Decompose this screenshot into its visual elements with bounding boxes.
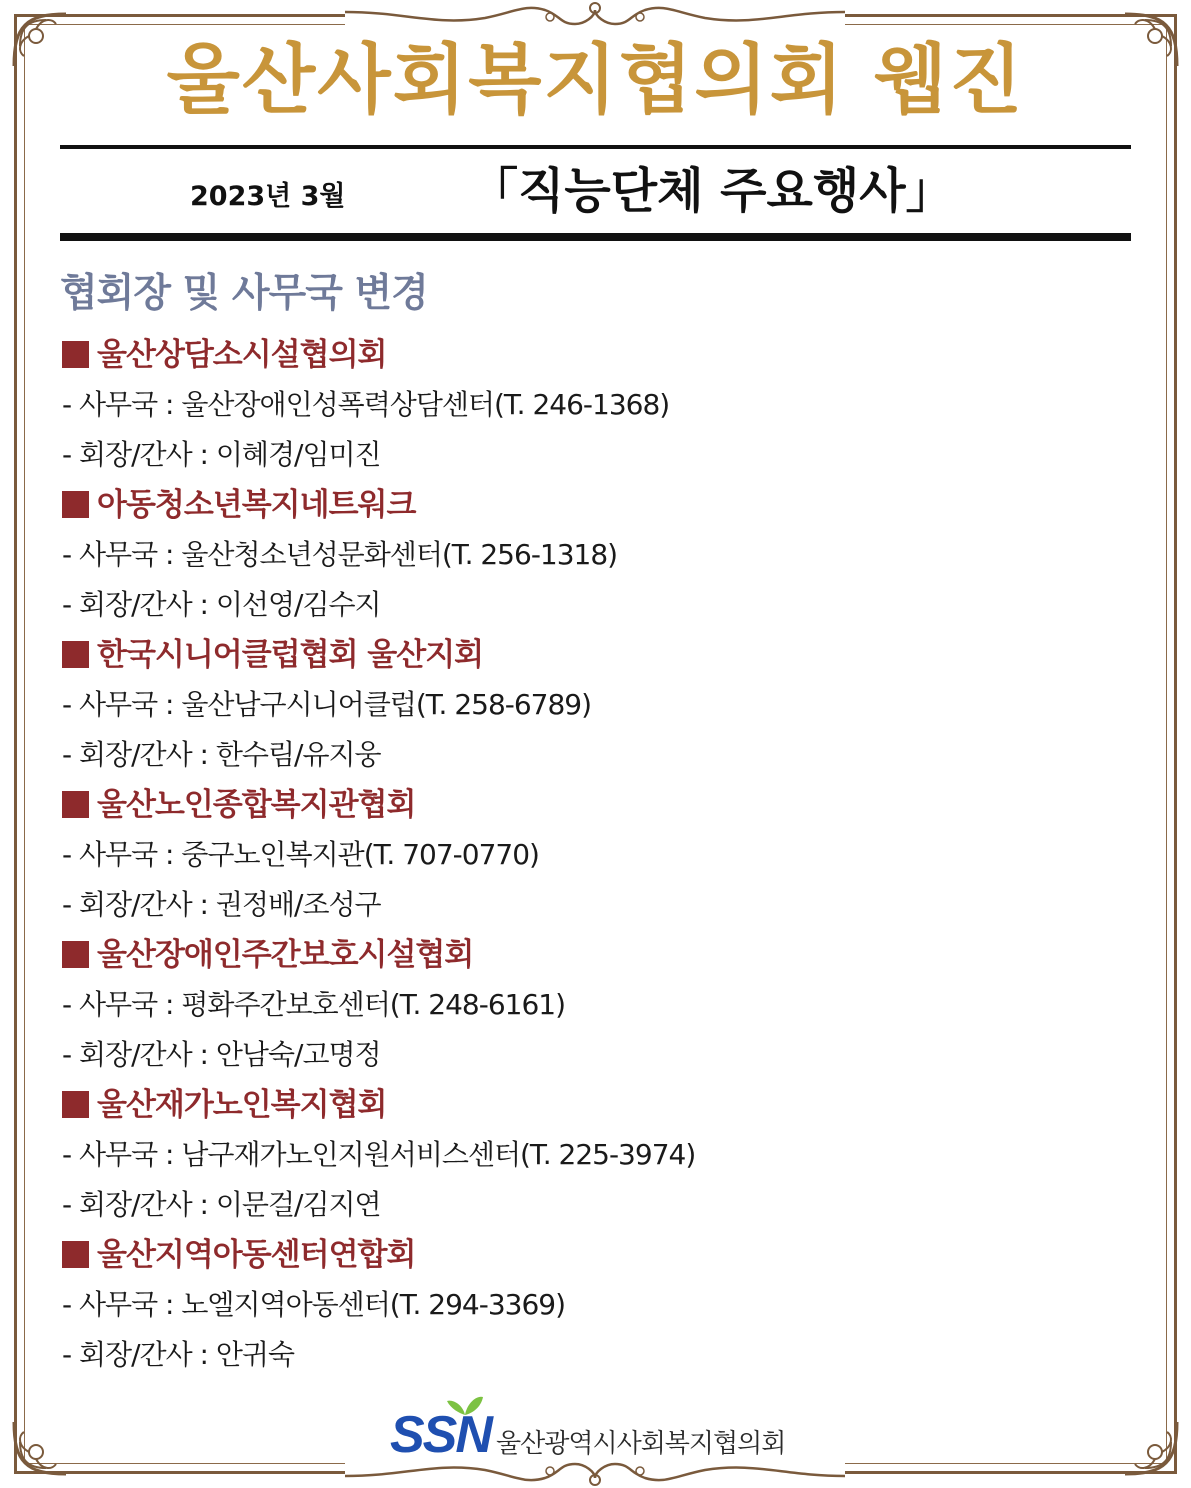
corner-ornament-icon (6, 1412, 76, 1482)
office-line: - 사무국 : 울산남구시니어클럽(T. 258-6789) (62, 688, 592, 721)
organization-entry (62, 1230, 1122, 1380)
webzine-title: 울산사회복지협의회 웹진 (166, 35, 1025, 124)
organization-name-text: 울산재가노인복지협회 (97, 1087, 387, 1123)
leaders-line: - 회장/간사 : 이선영/김수지 (62, 588, 381, 621)
office-line: - 사무국 : 노엘지역아동센터(T. 294-3369) (62, 1288, 566, 1321)
office-line: - 사무국 : 평화주간보호센터(T. 248-6161) (62, 988, 566, 1021)
organization-name (62, 930, 1122, 980)
organization-name (62, 1230, 1122, 1280)
organization-name (62, 1080, 1122, 1130)
corner-ornament-icon (1115, 1412, 1185, 1482)
square-bullet-icon (62, 941, 89, 968)
organization-entry (62, 780, 1122, 930)
office-line: - 사무국 : 남구재가노인지원서비스센터(T. 225-3974) (62, 1138, 696, 1171)
leaders-line: - 회장/간사 : 안남숙/고명정 (62, 1038, 381, 1071)
organization-name (62, 480, 1122, 530)
banner-title: 「직능단체 주요행사」 (470, 163, 954, 219)
leaders-line: - 회장/간사 : 안귀숙 (62, 1338, 295, 1371)
organization-entry (62, 330, 1122, 480)
organization-name-text: 울산상담소시설협의회 (97, 337, 387, 373)
leaders-line: - 회장/간사 : 이문걸/김지연 (62, 1188, 381, 1221)
organization-name-text: 울산노인종합복지관협회 (97, 787, 416, 823)
square-bullet-icon (62, 1241, 89, 1268)
organization-entry (62, 930, 1122, 1080)
organization-name-text: 한국시니어클럽협회 울산지회 (97, 637, 484, 673)
square-bullet-icon (62, 491, 89, 518)
leaders-line: - 회장/간사 : 이혜경/임미진 (62, 438, 381, 471)
office-line: - 사무국 : 중구노인복지관(T. 707-0770) (62, 838, 539, 871)
organization-entry (62, 630, 1122, 780)
square-bullet-icon (62, 641, 89, 668)
square-bullet-icon (62, 1091, 89, 1118)
organization-name (62, 630, 1122, 680)
square-bullet-icon (62, 791, 89, 818)
ssn-logo-text: SSN (390, 1406, 491, 1464)
organization-entry (62, 480, 1122, 630)
organization-list (62, 330, 1122, 1380)
footer-organization-name: 울산광역시사회복지협의회 (496, 1429, 786, 1459)
organization-name-text: 울산지역아동센터연합회 (97, 1237, 416, 1273)
organization-name (62, 330, 1122, 380)
office-line: - 사무국 : 울산장애인성폭력상담센터(T. 246-1368) (62, 388, 670, 421)
section-heading: 협회장 및 사무국 변경 (60, 271, 428, 316)
issue-date: 2023년 3월 (190, 181, 346, 212)
leaders-line: - 회장/간사 : 권정배/조성구 (62, 888, 381, 921)
organization-name (62, 780, 1122, 830)
flourish-ornament-icon (345, 0, 845, 30)
organization-entry (62, 1080, 1122, 1230)
office-line: - 사무국 : 울산청소년성문화센터(T. 256-1318) (62, 538, 618, 571)
header-divider-bottom (60, 233, 1131, 241)
square-bullet-icon (62, 341, 89, 368)
leaders-line: - 회장/간사 : 한수림/유지웅 (62, 738, 381, 771)
organization-name-text: 울산장애인주간보호시설협회 (97, 937, 474, 973)
organization-name-text: 아동청소년복지네트워크 (97, 487, 416, 523)
header-divider-top (60, 145, 1131, 149)
